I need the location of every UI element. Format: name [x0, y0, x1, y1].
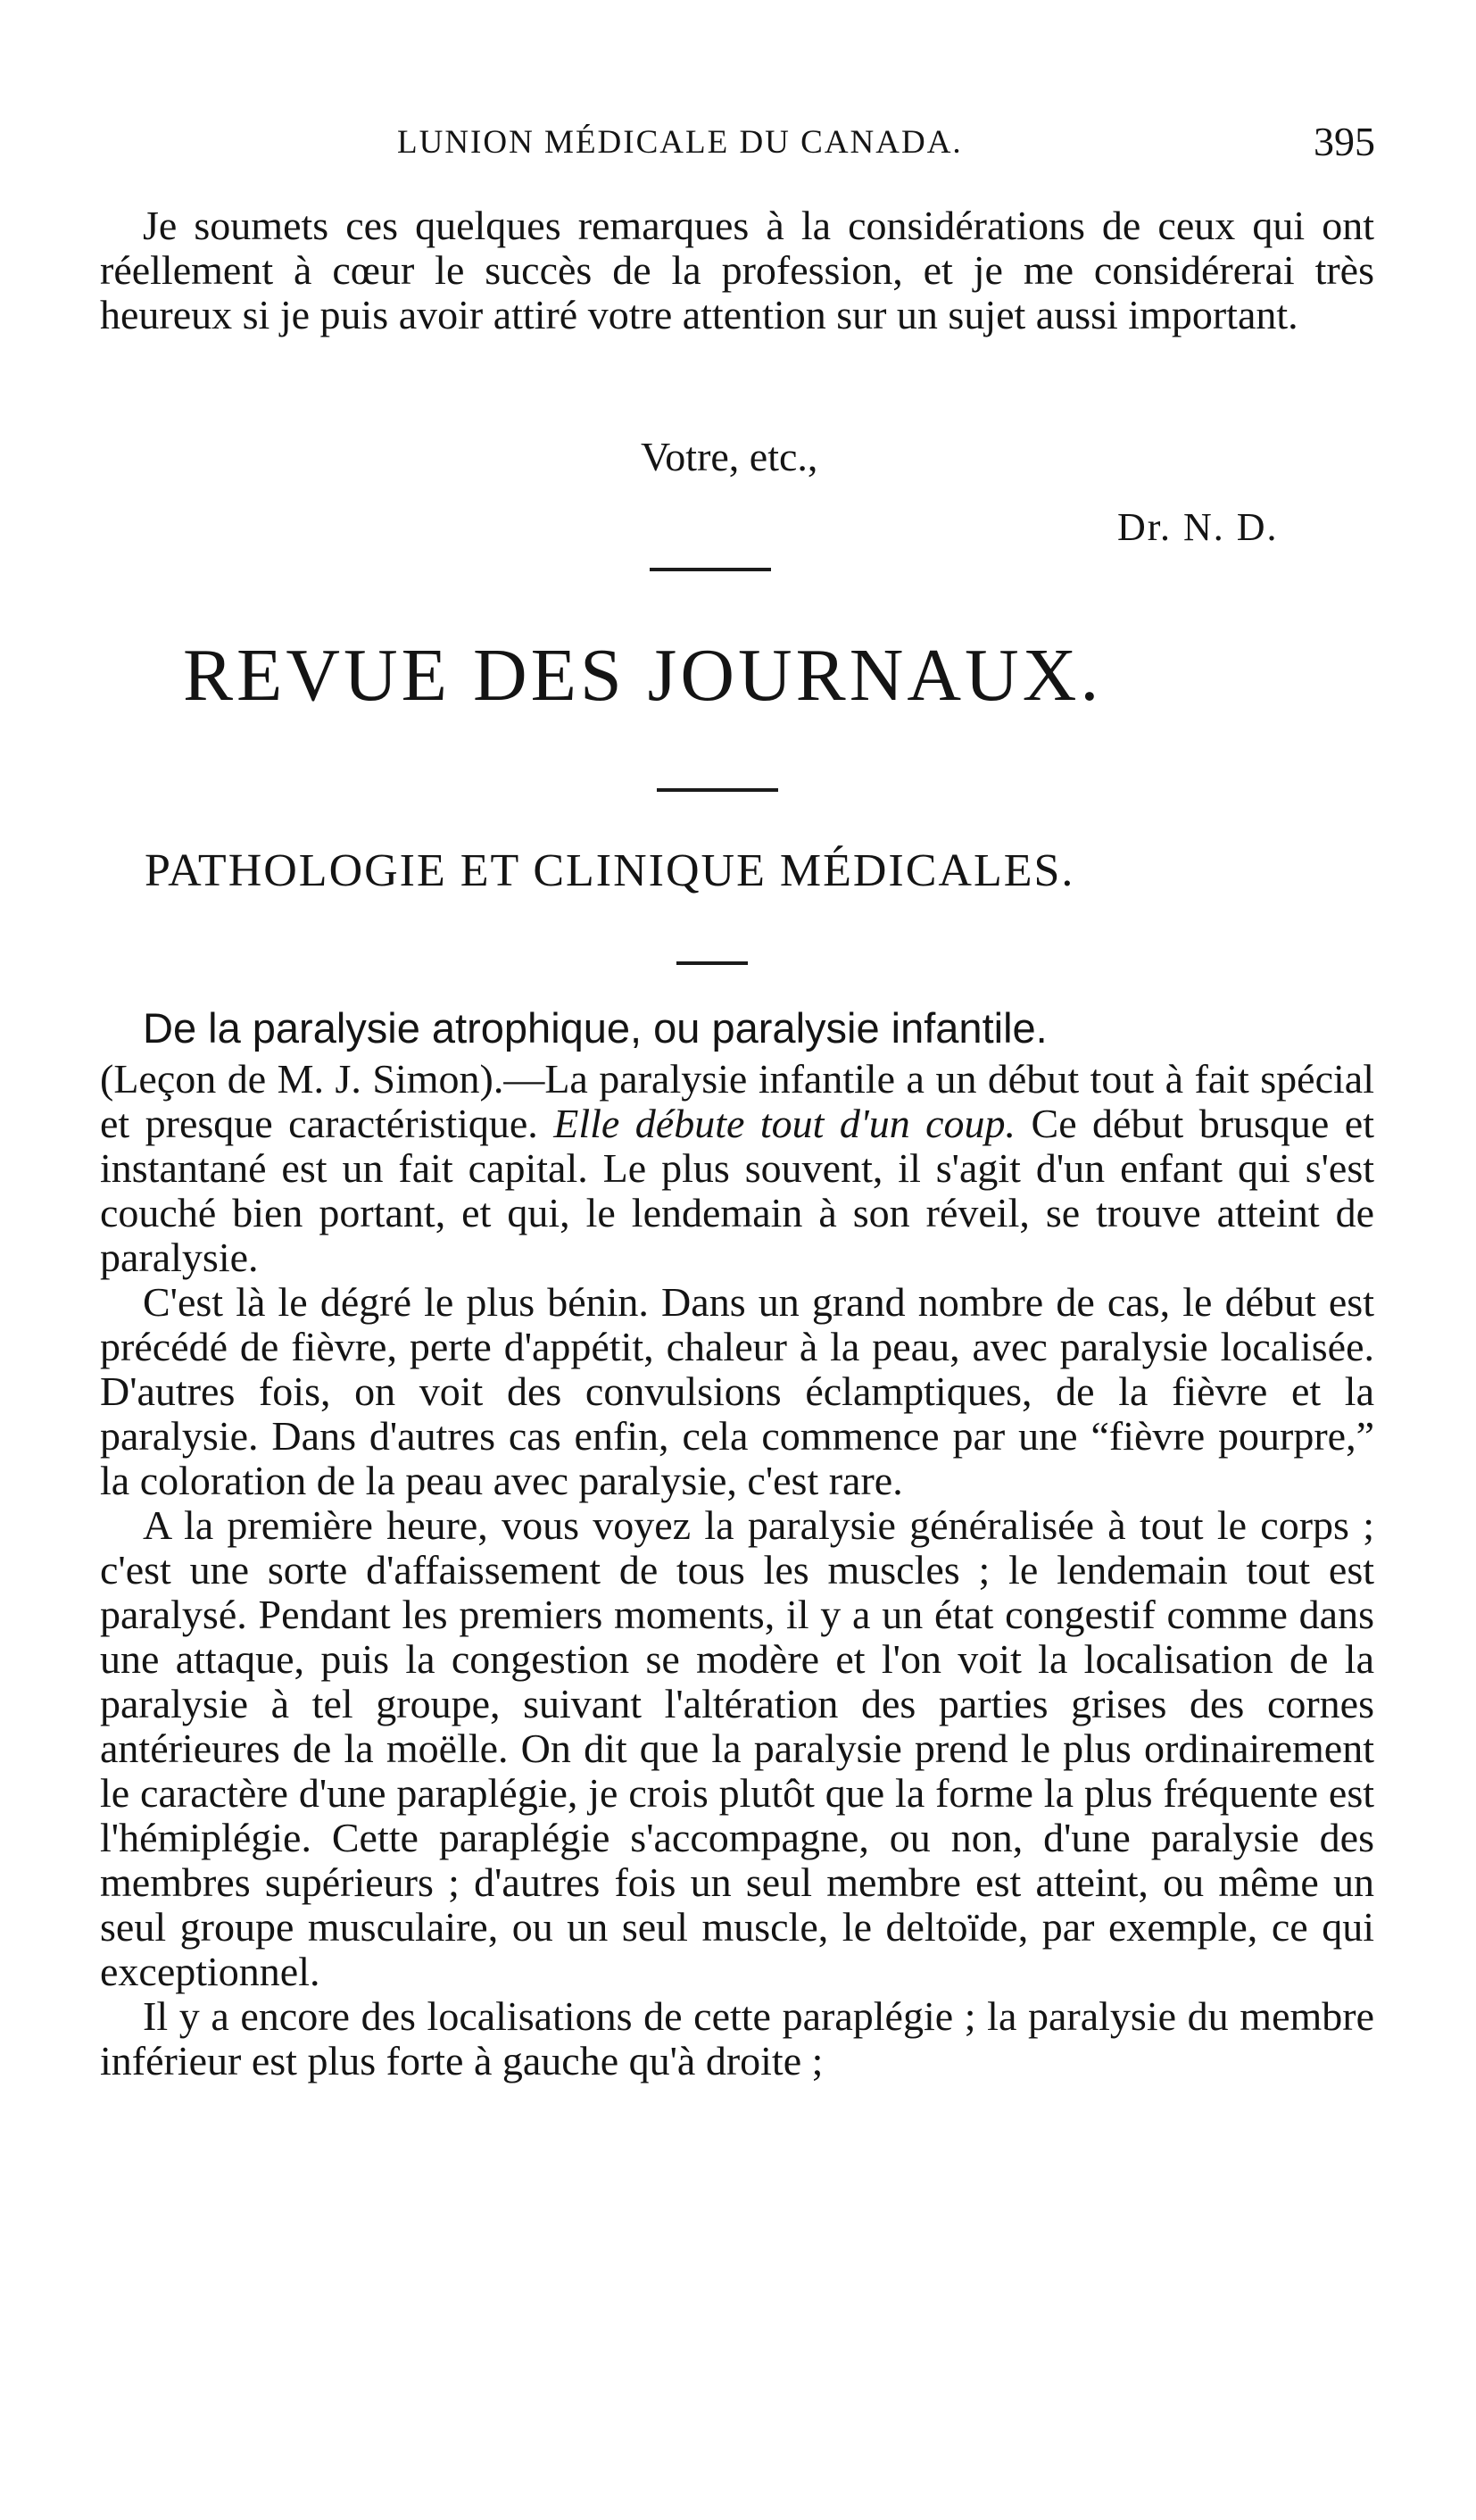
letter-closing: Votre, etc.,	[641, 434, 818, 479]
article-emphasis: Elle débute tout d'un coup.	[553, 1101, 1016, 1146]
article-paragraph	[100, 1057, 1374, 1280]
divider-rule	[650, 568, 771, 571]
section-title: REVUE DES JOURNAUX.	[183, 634, 1103, 717]
article-paragraph: Il y a encore des localisations de cette paraplégie ; la paralysie du membre inférieur est plus forte à gauche qu'à droite ;	[100, 1993, 1374, 2083]
article-title: De la paralysie atrophique, ou paralysie infantile.	[143, 1004, 1048, 1052]
divider-rule	[676, 961, 748, 965]
article-paragraph: C'est là le dégré le plus bénin. Dans un grand nombre de cas, le début est précédé de fièvre, perte d'appétit, chaleur à la peau, avec paralysie localisée. D'autres fois, on voit des convulsions éclamptiques, de la fièvre et la paralysie. Dans d'autres cas enfin, cela commence par une “fièvre pourpre,” la coloration de la peau avec paralysie, c'est rare.	[100, 1279, 1374, 1503]
article-paragraph: A la première heure, vous voyez la paralysie généralisée à tout le corps ; c'est une sorte d'affaissement de tous les muscles ; le lendemain tout est paralysé. Pendant les premiers moments, il y a un état congestif comme dans une attaque, puis la congestion se modère et l'on voit la localisation de la paralysie à tel groupe, suivant l'altération des parties grises des cornes antérieures de la moëlle. On dit que la paralysie prend le plus ordinairement le caractère d'une paraplégie, je crois plutôt que la forme la plus fréquente est l'hémiplégie. Cette paraplégie s'accompagne, ou non, d'une paralysie des membres supérieurs ; d'autres fois un seul membre est atteint, ou même un seul groupe musculaire, ou un seul muscle, le deltoïde, par exemple, ce qui exceptionnel.	[100, 1502, 1374, 1994]
article-text: Ce début brusque et instantané est un fait capital. Le plus souvent, il s'agit d'un enfant qui s'est couché bien portant, et qui, le lendemain à son réveil, se trouve atteint de paralysie.	[100, 1101, 1374, 1280]
running-head: LUNION MÉDICALE DU CANADA.	[397, 124, 963, 161]
letter-signature: Dr. N. D.	[1117, 505, 1279, 549]
letter-paragraph: Je soumets ces quelques remarques à la considérations de ceux qui ont réellement à cœur le succès de la profession, et je me considérerai très heureux si je puis avoir attiré votre attention sur un sujet aussi important.	[100, 203, 1374, 337]
page-number: 395	[1314, 119, 1375, 164]
section-subtitle: PATHOLOGIE ET CLINIQUE MÉDICALES.	[145, 845, 1075, 896]
article-text: (Leçon de M. J. Simon).—La paralysie infantile a un début tout à fait spécial et presque caractéristique.	[100, 1056, 1374, 1146]
article-body	[100, 1057, 1374, 2083]
divider-rule	[657, 788, 778, 792]
letter-body	[100, 204, 1374, 337]
